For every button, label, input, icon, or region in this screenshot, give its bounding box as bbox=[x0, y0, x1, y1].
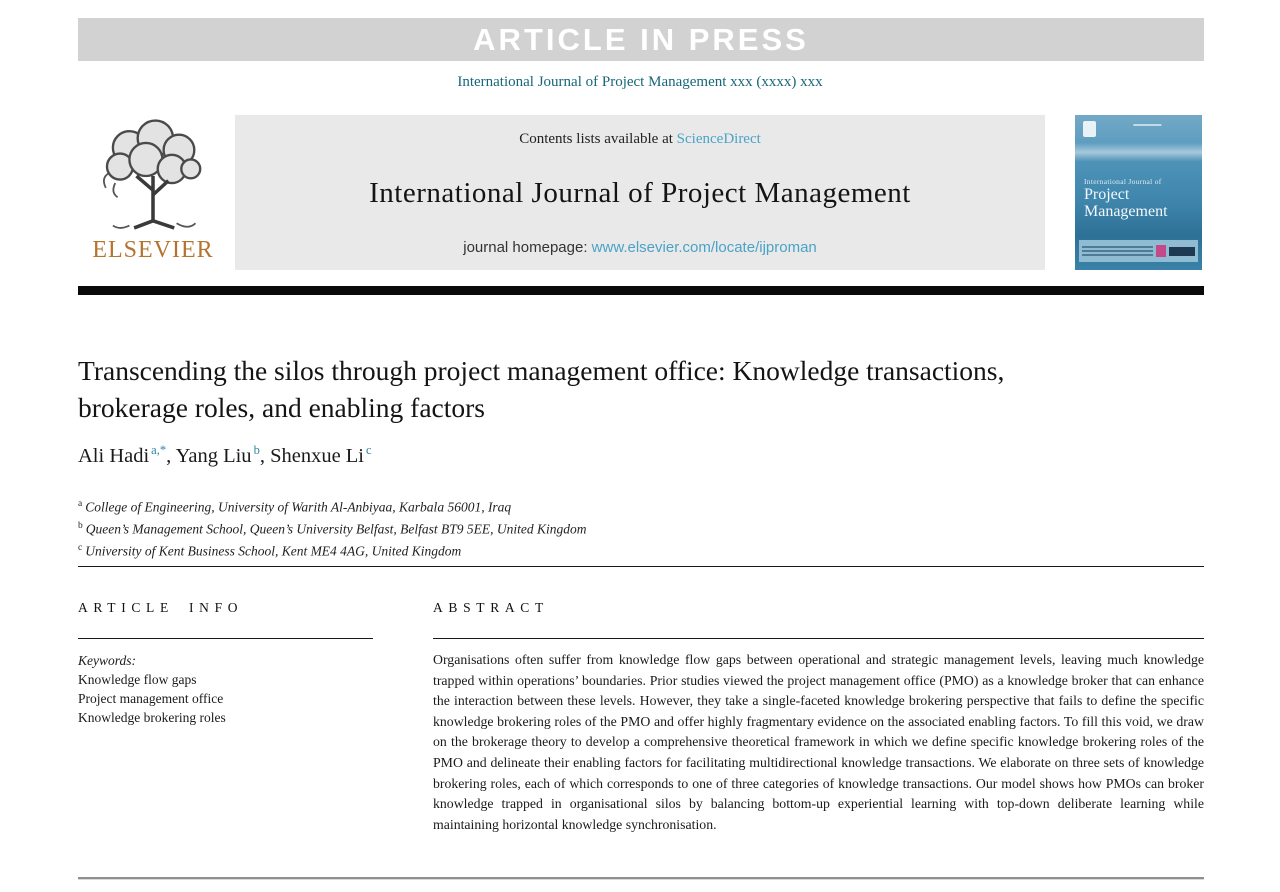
elsevier-logo bbox=[78, 117, 228, 270]
affiliation-sup: b bbox=[78, 521, 83, 531]
cover-title-block bbox=[1084, 177, 1168, 220]
author-name: Shenxue Li bbox=[270, 444, 365, 467]
author-affiliation-sup[interactable]: c bbox=[366, 443, 372, 457]
journal-masthead-box bbox=[235, 115, 1045, 270]
homepage-url-link[interactable]: www.elsevier.com/locate/ijproman bbox=[591, 239, 817, 256]
homepage-line bbox=[463, 239, 817, 256]
cover-publisher-block bbox=[1169, 247, 1195, 256]
article-info-section bbox=[78, 600, 373, 727]
cover-footer-band bbox=[1079, 240, 1198, 262]
cover-title-line2: Management bbox=[1084, 203, 1168, 220]
affiliation-text: University of Kent Business School, Kent ME4 4AG, United Kingdom bbox=[85, 543, 462, 559]
cover-emblem-icon bbox=[1083, 121, 1096, 137]
cover-top-rule bbox=[1133, 124, 1161, 126]
affiliation-text: College of Engineering, University of Warith Al-Anbiyaa, Karbala 56001, Iraq bbox=[85, 499, 512, 515]
article-info-heading: ARTICLE INFO bbox=[78, 600, 244, 615]
affiliation-item bbox=[78, 495, 587, 517]
article-title: Transcending the silos through project management office: Knowledge transactions, brokerage roles, and enabling factors bbox=[78, 355, 1005, 423]
author-affiliation-sup[interactable]: a,* bbox=[151, 443, 167, 457]
journal-title: International Journal of Project Management bbox=[369, 177, 911, 209]
keyword-item: Knowledge brokering roles bbox=[78, 710, 226, 725]
affiliation-item bbox=[78, 539, 587, 561]
journal-reference-link[interactable]: International Journal of Project Management xxx (xxxx) xxx bbox=[457, 74, 823, 90]
contents-prefix: Contents lists available at bbox=[519, 131, 677, 147]
abstract-rule bbox=[433, 638, 1204, 639]
page-bottom-rule bbox=[78, 877, 1204, 880]
author-name: Yang Liu bbox=[175, 444, 252, 467]
affiliation-sup: a bbox=[78, 499, 83, 509]
section-top-rule bbox=[78, 566, 1204, 567]
author-name: Ali Hadi bbox=[78, 444, 150, 467]
keyword-item: Project management office bbox=[78, 691, 224, 706]
author-separator: , bbox=[166, 444, 176, 467]
sciencedirect-link[interactable]: ScienceDirect bbox=[676, 131, 761, 147]
author-affiliation-sup[interactable]: b bbox=[253, 443, 260, 457]
cover-title-line1: Project bbox=[1084, 186, 1130, 203]
contents-line bbox=[519, 131, 761, 148]
article-info-rule bbox=[78, 638, 373, 639]
article-in-press-banner bbox=[78, 18, 1204, 61]
elsevier-wordmark: ELSEVIER bbox=[92, 237, 214, 263]
author-separator: , bbox=[259, 444, 271, 467]
author-list bbox=[78, 443, 372, 468]
abstract-section bbox=[433, 600, 1204, 835]
cover-ipma-logo-icon bbox=[1156, 245, 1166, 257]
affiliation-item bbox=[78, 517, 587, 539]
affiliation-list bbox=[78, 495, 587, 561]
affiliation-sup: c bbox=[78, 543, 83, 553]
homepage-prefix: journal homepage: bbox=[463, 239, 592, 256]
keywords-label: Keywords: bbox=[78, 653, 136, 668]
keyword-item: Knowledge flow gaps bbox=[78, 672, 197, 687]
cover-footer-lines bbox=[1082, 244, 1153, 258]
article-in-press-label: ARTICLE IN PRESS bbox=[473, 21, 809, 57]
journal-cover-thumbnail[interactable] bbox=[1075, 115, 1202, 270]
header-divider-bar bbox=[78, 286, 1204, 295]
affiliation-text: Queen’s Management School, Queen’s University Belfast, Belfast BT9 5EE, United Kingdom bbox=[85, 521, 587, 537]
journal-header bbox=[78, 115, 1204, 270]
abstract-text: Organisations often suffer from knowledge flow gaps between operational and strategic management levels, leaving much knowledge trapped within operations’ boundaries. Prior studies viewed the project management office (PMO) as a knowledge broker that can enhance the interaction between these levels. However, they take a single-faceted knowledge brokering perspective that fails to define the specific knowledge brokering roles of the PMO and offer highly fragmentary evidence on the associated enabling factors. To fill this void, we draw on the brokerage theory to develop a comprehensive theoretical framework in which we define specific knowledge brokering roles of the PMO and delineate their enabling factors for facilitating multidirectional knowledge transactions. We elaborate on three sets of knowledge brokering roles, each of which corresponds to one of three categories of knowledge transactions. Our model shows how PMOs can broker knowledge trapped in organisational silos by balancing bottom-up experiential learning with top-down deliberate learning while maintaining horizontal knowledge synchronisation. bbox=[433, 652, 1204, 832]
abstract-heading: ABSTRACT bbox=[433, 600, 549, 615]
elsevier-tree-icon bbox=[94, 117, 212, 235]
cover-title-small: International Journal of bbox=[1084, 177, 1162, 186]
